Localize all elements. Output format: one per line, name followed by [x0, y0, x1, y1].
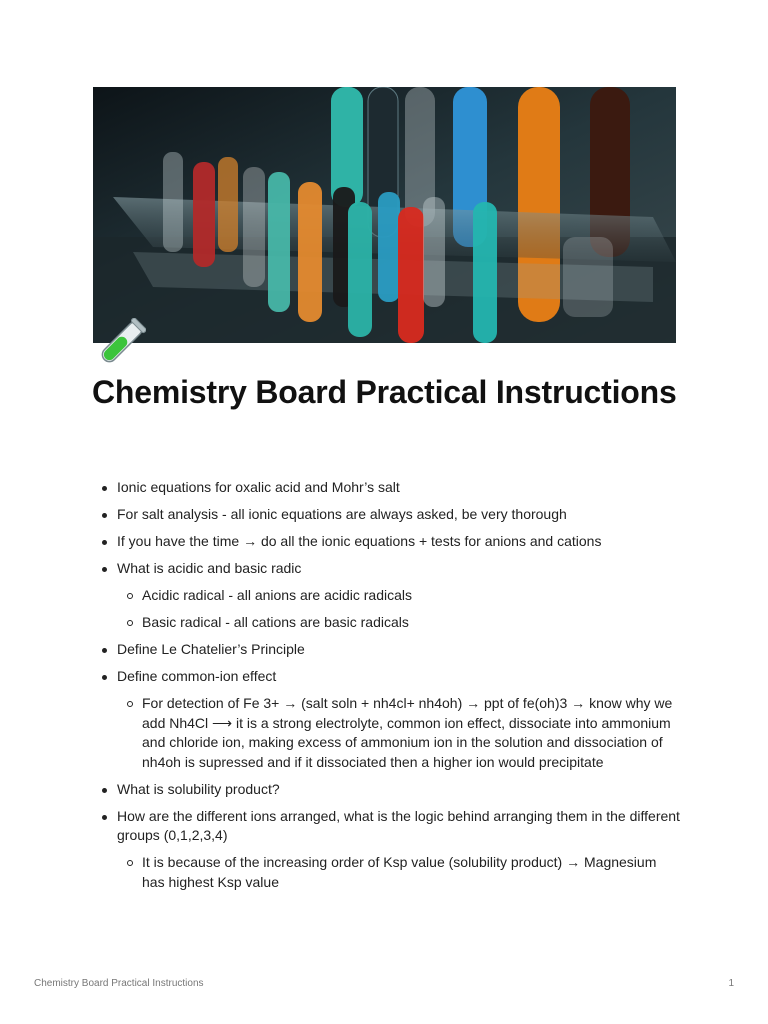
list-item: For salt analysis - all ionic equations are always asked, be very thorough [92, 505, 682, 525]
cover-image [93, 87, 676, 343]
page-number: 1 [728, 978, 734, 989]
list-item: Ionic equations for oxalic acid and Mohr’s salt [92, 478, 682, 498]
sub-list-item: Acidic radical - all anions are acidic radicals [117, 586, 682, 606]
sub-list-item: Basic radical - all cations are basic radicals [117, 613, 682, 633]
list-item: What is acidic and basic radic Acidic radical - all anions are acidic radicals Basic radical - all cations are basic radicals [92, 559, 682, 633]
sub-list-item: For detection of Fe 3+ → (salt soln + nh4cl+ nh4oh) → ppt of fe(oh)3 → know why we add Nh4Cl ⟶ it is a strong electrolyte, common ion effect, dissociate into ammonium and chloride ion, making excess of ammonium ion in the solution and dissociation of nh4oh is supressed and if it dissociated then a higher ion would precipitate [117, 694, 682, 772]
footer-title: Chemistry Board Practical Instructions [34, 978, 204, 989]
list-item: If you have the time → do all the ionic equations + tests for anions and cations [92, 532, 682, 552]
list-item: Define common-ion effect For detection of Fe 3+ → (salt soln + nh4cl+ nh4oh) → ppt of fe(oh)3 → know why we add Nh4Cl ⟶ it is a strong electrolyte, common ion effect, dissociate into ammonium and chloride ion, making excess of ammonium ion in the solution and dissociation of nh4oh is supressed and if it dissociated then a higher ion would precipitate [92, 667, 682, 772]
list-item: What is solubility product? [92, 780, 682, 800]
sub-list-item: It is because of the increasing order of Ksp value (solubility product) → Magnesium has highest Ksp value [117, 853, 682, 892]
list-item: Define Le Chatelier’s Principle [92, 640, 682, 660]
bullet-list [92, 478, 682, 900]
page-title: Chemistry Board Practical Instructions [92, 374, 677, 410]
list-item: How are the different ions arranged, what is the logic behind arranging them in the different groups (0,1,2,3,4) It is because of the increasing order of Ksp value (solubility product) → Magnesium has highest Ksp value [92, 807, 682, 893]
test-tube-icon [94, 318, 146, 370]
